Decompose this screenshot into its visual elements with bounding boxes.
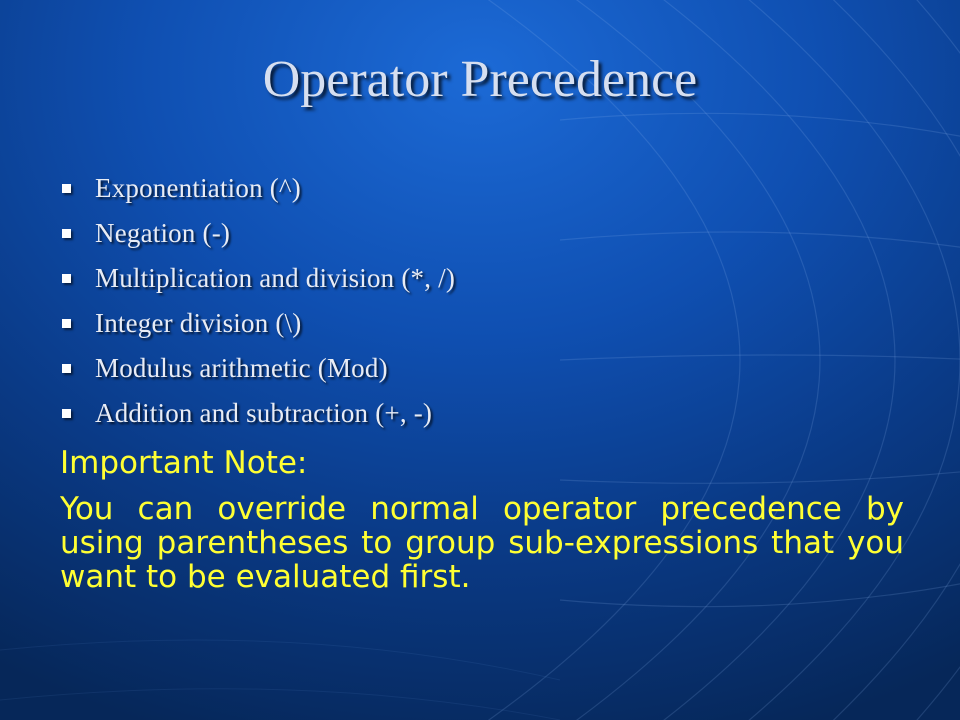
list-item-modulus xyxy=(62,346,922,391)
list-item-negation xyxy=(62,211,922,256)
square-bullet-icon xyxy=(62,409,71,418)
square-bullet-icon xyxy=(62,364,71,373)
list-item-multiplication-division xyxy=(62,256,922,301)
list-item-label: Addition and subtraction (+, -) xyxy=(95,398,433,428)
list-item-label: Negation (-) xyxy=(95,218,231,248)
list-item-integer-division xyxy=(62,301,922,346)
note-body: You can override normal operator precedence by using parentheses to group sub-expressions that you want to be evaluated first. xyxy=(60,491,904,595)
list-item-addition-subtraction xyxy=(62,391,922,436)
note-heading: Important Note: xyxy=(60,445,308,481)
square-bullet-icon xyxy=(62,229,71,238)
list-item-label: Modulus arithmetic (Mod) xyxy=(95,353,388,383)
square-bullet-icon xyxy=(62,274,71,283)
list-item-label: Exponentiation (^) xyxy=(95,173,301,203)
square-bullet-icon xyxy=(62,319,71,328)
list-item-label: Multiplication and division (*, /) xyxy=(95,263,456,293)
list-item-label: Integer division (\) xyxy=(95,308,302,338)
list-item-exponentiation xyxy=(62,166,922,211)
slide-title: Operator Precedence xyxy=(262,51,698,108)
square-bullet-icon xyxy=(62,184,71,193)
precedence-list xyxy=(62,166,922,436)
